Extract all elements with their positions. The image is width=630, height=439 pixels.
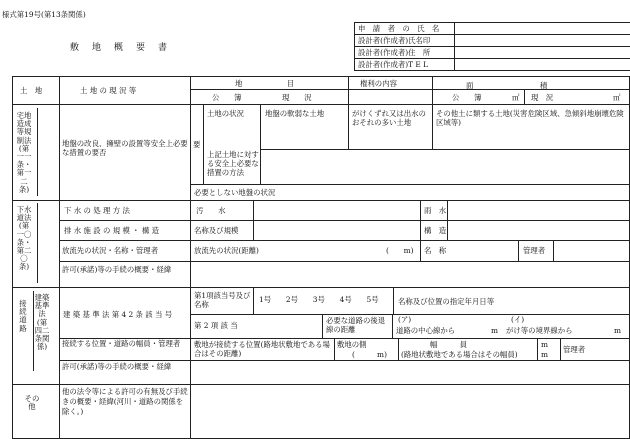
section1-soft-ground: 地盤の軟弱な土地: [265, 109, 325, 118]
area-header: 面 積: [466, 81, 548, 90]
applicant-name-label: 申 請 者 の 氏 名: [358, 24, 440, 33]
section1-other-land: その他土に類する土地(災害危険区域、急傾斜地崩壊危険区域等): [436, 109, 624, 127]
sewage-rainwater: 雨 水: [424, 206, 447, 215]
section1-not-needed: 必要としない地盤の状況: [194, 188, 276, 197]
form-number: 様式第19号(第13条関係): [2, 10, 86, 19]
section1-side: 宅地造成等規制法(第一一条・第一二条): [16, 111, 32, 194]
setback-distance-label: 必要な道路の後退線の距離: [326, 316, 386, 334]
drain-name-scale: 名称及び規模: [194, 226, 239, 235]
art42-label: 建 築 基 準 法 第 4 2 条 該 当 号: [63, 310, 173, 319]
chimoku-header: 地 目: [235, 79, 295, 88]
rights-header: 権利の内容: [360, 79, 397, 88]
section1-land-status: 土地の状況: [207, 109, 244, 118]
section3-side-label: 接続道路: [19, 299, 27, 333]
chimoku-kouban: 公 簿: [212, 93, 242, 102]
road-width-unit: m: [541, 340, 549, 349]
drain-structure: 構 造: [424, 226, 447, 235]
section1-yo: 要: [193, 140, 201, 149]
section1-label: 地盤の改良、擁壁の設置等安全上必要な措置の要否: [62, 139, 188, 157]
art42-item2-label: 第 2 項 該 当: [194, 321, 238, 330]
section4-label: 他の法令等による許可の有無及び手続きの概要・経緯(河川・道路の関係を除く。): [62, 387, 188, 416]
land-header: 土 地: [20, 86, 43, 95]
road-manager: 管理者: [563, 345, 586, 354]
setback-a-text: 道路の中心線から: [396, 326, 456, 335]
setback-i-marker: (イ): [511, 315, 525, 324]
section2-side: 下水道法(第一〇条・第二〇条): [16, 205, 32, 272]
road-connection-label: 接続する位置・道路の幅員・管理者: [62, 339, 181, 348]
page-title: 敷 地 概 要 書: [70, 43, 170, 53]
setback-a-marker: (ア): [398, 315, 412, 324]
road-connection-position: 敷地が接続する位置(路地状敷地である場合はその距離): [194, 340, 330, 358]
section2-permit-label: 許可(承諾)等の手続の概要・経緯: [62, 265, 172, 274]
area-kouban: 公 簿: [452, 93, 482, 102]
section1-safety-measure: 上記土地に対する安全上必要な措置の方法: [207, 150, 259, 177]
sewage-wastewater: 汚 水: [196, 206, 226, 215]
drain-facility-label: 排 水 施 設 の 規 模 ・ 構 造: [64, 226, 160, 235]
area-m2-unit-2: ㎡: [613, 93, 621, 102]
designer-address-label: 設計者(作成者)住 所: [358, 48, 431, 57]
art42-item1-label: 第1項該当号及び名称: [194, 291, 251, 309]
road-width-note: (路地状敷地である場合はその幅員): [401, 350, 518, 359]
area-genkyou: 現 況: [531, 93, 554, 102]
area-m2-unit: ㎡: [512, 93, 520, 102]
art42-item1-numbers: 1号 2号 3号 4号 5号: [259, 295, 379, 304]
sewage-method-label: 下 水 の 処 理 方 法: [64, 206, 130, 215]
art42-designation-date: 名称及び位置の指定年月日等: [398, 297, 495, 306]
road-width-label: 幅 員: [430, 340, 467, 349]
outflow-distance: 放流先の状況(距離): [194, 246, 259, 255]
current-state-header: 土 地 の 現 況 等: [80, 86, 137, 95]
road-width-unit-2: m: [541, 350, 549, 359]
outflow-manager: 管理者: [523, 246, 546, 255]
setback-i-text: がけ等の境界線から: [506, 326, 573, 335]
section1-landslide: がけくずれ又は出水のおそれの多い土地: [352, 109, 426, 127]
outflow-label: 放流先の状況・名称・管理者: [62, 246, 159, 255]
setback-i-unit: m: [614, 326, 622, 335]
chimoku-genkyou: 現 況: [282, 93, 312, 102]
setback-a-unit: m: [491, 326, 499, 335]
outflow-meters: ( m): [386, 246, 414, 255]
outflow-name: 名 称: [424, 246, 447, 255]
section4-side: その他: [24, 394, 40, 412]
road-site-side-meters: ( m): [352, 350, 387, 359]
designer-name-label: 設計者(作成者)氏名印: [358, 36, 431, 45]
section3-permit-label: 許可(承諾)等の手続の概要・経緯: [62, 362, 172, 371]
designer-tel-label: 設計者(作成者)T E L: [358, 60, 429, 69]
section3-side: 建築基準法(第四二条関係): [34, 293, 50, 352]
road-site-side: 敷地の側: [337, 340, 367, 349]
